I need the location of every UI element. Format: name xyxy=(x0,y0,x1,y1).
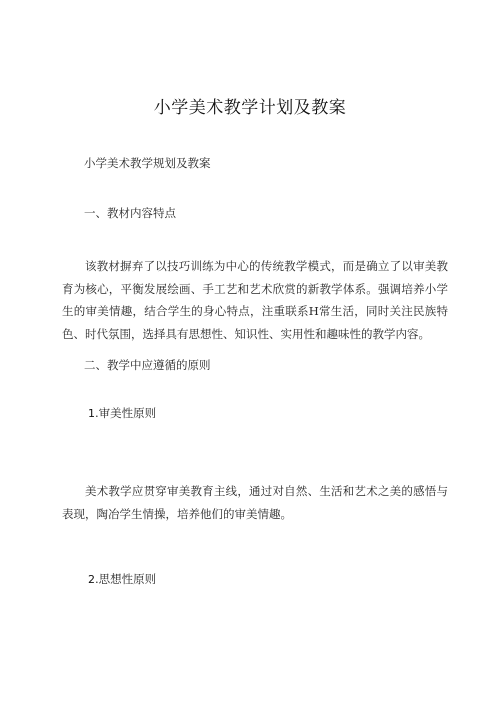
paragraph-1: 该教材摒弃了以技巧训练为中心的传统教学模式，而是确立了以审美教育为核心，平衡发展绘画、手工艺和艺术欣赏的新教学体系。强调培养小学生的审美情趣，结合学生的身心特点，注重联系H常生活，同时关注民族特色、时代氛围，选择具有思想性、知识性、实用性和趣味性的教学内容。 xyxy=(62,259,448,341)
principle-item-1 xyxy=(88,406,156,421)
principle-label-2: .思想性原则 xyxy=(95,572,157,586)
principle-number-2: 2 xyxy=(88,573,95,586)
section-heading-1: 一、教材内容特点 xyxy=(84,206,176,220)
document-title: 小学美术教学计划及教案 xyxy=(153,98,347,118)
principle-number-1: 1 xyxy=(88,407,95,420)
paragraph-2: 美术教学应贯穿审美教育主线，通过对自然、生活和艺术之美的感悟与表现，陶冶学生情操，培养他们的审美情趣。 xyxy=(62,484,448,521)
document-subtitle: 小学美术教学规划及教案 xyxy=(84,156,211,170)
principle-label-1: .审美性原则 xyxy=(95,406,157,420)
principle-item-2 xyxy=(88,572,156,587)
section-heading-2: 二、教学中应遵循的原则 xyxy=(84,358,211,372)
